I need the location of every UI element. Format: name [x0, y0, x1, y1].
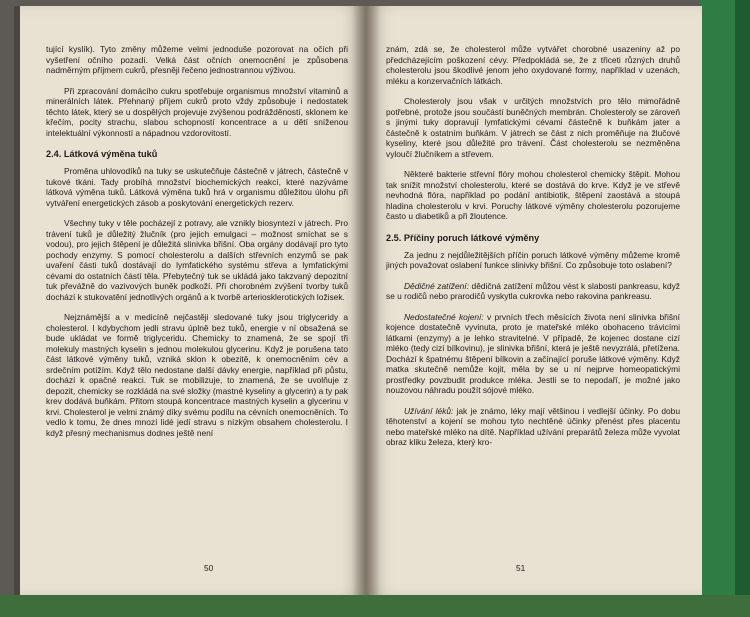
page-number-left: 50 [204, 563, 214, 573]
left-paragraph-1: tující kyslík). Tyto změny můžeme velmi jednoduše pozorovat na očích při vyšetření očního pozadí. Velká část očních onemocnění je způsobena nadměrným příjmem cukrů, přesněji řečeno jednostrannou výživou. [46, 44, 348, 75]
right-paragraph-6 [386, 312, 680, 396]
right-paragraph-7-text: jak je známo, léky mají většinou i vedlejší účinky. Po dobu těhotenství a kojení se mohou tyto nechtěné účinky přenést přes placentu nebo mateřské mléko na dítě. Například užívání preparátů železa může vyvolat obraz kliku železa, který kro- [386, 405, 680, 447]
term-hereditary-burden: Dědičné zatížení: [404, 280, 469, 291]
left-paragraph-5: Nejznámější a v medicíně nejčastěji sledované tuky jsou triglyceridy a cholesterol. I kdybychom jedli stravu úplně bez tuků, energie v ní obsažená se bude ukládat ve formě triglyceridu. Chemicky to znamená, že se spojí tři molekuly mastných kyselin s jednou molekulou glycerinu. Když je porušena tato část látkové výměny tuků, vzniká sklon k obezitě, k onemocněním cév a srdečním potížím. Když tělo nedostane další dávky energie, například při půstu, dochází k opačné reakci. Tuk se mobilizuje, to znamená, že se uvolňuje z depozit, chemicky se rozkládá na své složky (mastné kyseliny a glycerin) a ty pak krev dodává buňkám. Přitom stoupá koncentrace mastných kyselin a glycerinu v krvi. Cholesterol je velmi známý díky svému podílu na cévních onemocněních. To vedlo k tomu, že dnes mnozí lidé jedí stravu s nízkým obsahem cholesterolu. I když přesný mechanismus dodnes ještě není [46, 312, 348, 438]
book-bottom-edge [0, 595, 750, 617]
term-insufficient-breastfeeding: Nedostatečné kojení: [404, 311, 484, 322]
left-paragraph-2: Při zpracování domácího cukru spotřebuje organismus množství vitaminů a minerálních látek. Přehnaný příjem cukrů proto vždy způsobuje i nedostatek těchto látek, který se u dospělých projevuje zvýšenou podrážděností, sklonem ke křečím, pocity strachu, slabou schopností koncentrace a u dětí sníženou intelektuální výkonností a nápadnou vzdorovitostí. [46, 85, 348, 138]
section-heading-2-5: 2.5. Příčiny poruch látkové výměny [386, 232, 540, 243]
book-cover-edge-shadow [735, 0, 750, 617]
page-number-right: 51 [516, 563, 526, 573]
term-medication-use: Užívání léků: [404, 405, 454, 416]
right-paragraph-4: Za jednu z nejdůležitějších příčin poruch látkové výměny můžeme kromě jiných považovat oslabení funkce slinivky břišní. Co způsobuje toto oslabení? [386, 249, 680, 270]
right-paragraph-6-text: v prvních třech měsících života není slinivka břišní kojence dostatečně vyvinuta, proto je mateřské mléko obohaceno trávicími látkami (enzymy) a je lehko stravitelné. V případě, že kojenec dostane cizí mléko (tedy cizí bílkovinu), je slinivka břišní, která je ještě nevyzrálá, přetížena. Dochází k špatnému štěpení bílkovin a začínající poruše látkové výměny. Když matka skutečně nemůže kojit, měla by se u ní nejprve homeopatickými prostředky povzbudit produkce mléka. Jestli se to nepodaří, je možné jako nouzovou náhradu použít sójové mléko. [386, 311, 681, 395]
left-page [14, 6, 366, 595]
right-paragraph-5 [386, 281, 680, 302]
right-paragraph-2: Cholesteroly jsou však v určitých množstvích pro tělo mimořádně potřebné, protože jsou součástí buněčných membrán. Cholesteroly se zároveň s jinými tuky dopravují lymfatickými cévami částečně k buňkám jater a částečně k ostatním buňkám. V játrech se část z nich proměňuje na žlučové kyseliny, které jsou důležité pro trávení. Část cholesterolu se nezměněna vyloučí žlučníkem a střevem. [386, 96, 680, 159]
right-paragraph-3: Některé bakterie střevní flóry mohou cholesterol chemicky štěpit. Mohou tak snížit množství cholesterolu, které se dostává do krve. Když je ve střevě nevhodná flóra, například po podání antibiotik, štěpení zaostává a stoupá hladina cholesterolu v krvi. Poruchy látkové výměny cholesterolu pozorujeme často u diabetiků a při žloutence. [386, 169, 680, 221]
right-paragraph-7 [386, 406, 680, 448]
left-paragraph-3: Proměna uhlovodíků na tuky se uskutečňuje částečně v játrech, částečně v tukové tkáni. Tady probíhá množství biochemických reakcí, které nazýváme látková výměna tuků. Látková výměna tuků hrá v organismu důležitou úlohu při vytváření energetických zásob a poskytování energetických rezerv. [46, 166, 348, 208]
right-paragraph-1: znám, zdá se, že cholesterol může vytvářet chorobné usazeniny až po předcházejícím poškození cévy. Předpokládá se, že z třiceti různých druhů cholesterolu jsou škodlivé jenom jeho oxydované formy, například v uzenách, mléku a konzervačních látkách. [386, 44, 680, 86]
page-left-edge [14, 6, 20, 595]
book-gutter [352, 6, 380, 595]
left-paragraph-4: Všechny tuky v těle pocházejí z potravy, ale vznikly biosyntezí v játrech. Pro trávení tuků je důležitý žlučník (pro jejich emulgaci – možnost smíchat se s vodou), pro jejich štěpení je důležitá slinivka břišní. Oba orgány dodávají pro tyto pochody enzymy. S pomocí cholesterolu a dalších střevních enzymů se pak uvaření části tuků dostávají do lymfatického systému střeva a lymfatickými cévami do ostatních částí těla. Přebytečný tuk se ukládá jako takzvaný depozitní tuk převážně do vazivových buněk podkoží. Při chorobném zvýšení tvorby tuků dochází k stukovatění jednotlivých orgánů a k tvorbě arteriosklerotických ložisek. [46, 218, 348, 302]
right-page [366, 6, 702, 595]
right-paragraph-5-text: dědičná zatížení můžou vést k slabosti pankreasu, když se u rodičů nebo prarodičů vyskytla cukrovka nebo rakovina pankreasu. [386, 280, 680, 301]
section-heading-2-4: 2.4. Látková výměna tuků [46, 149, 158, 159]
